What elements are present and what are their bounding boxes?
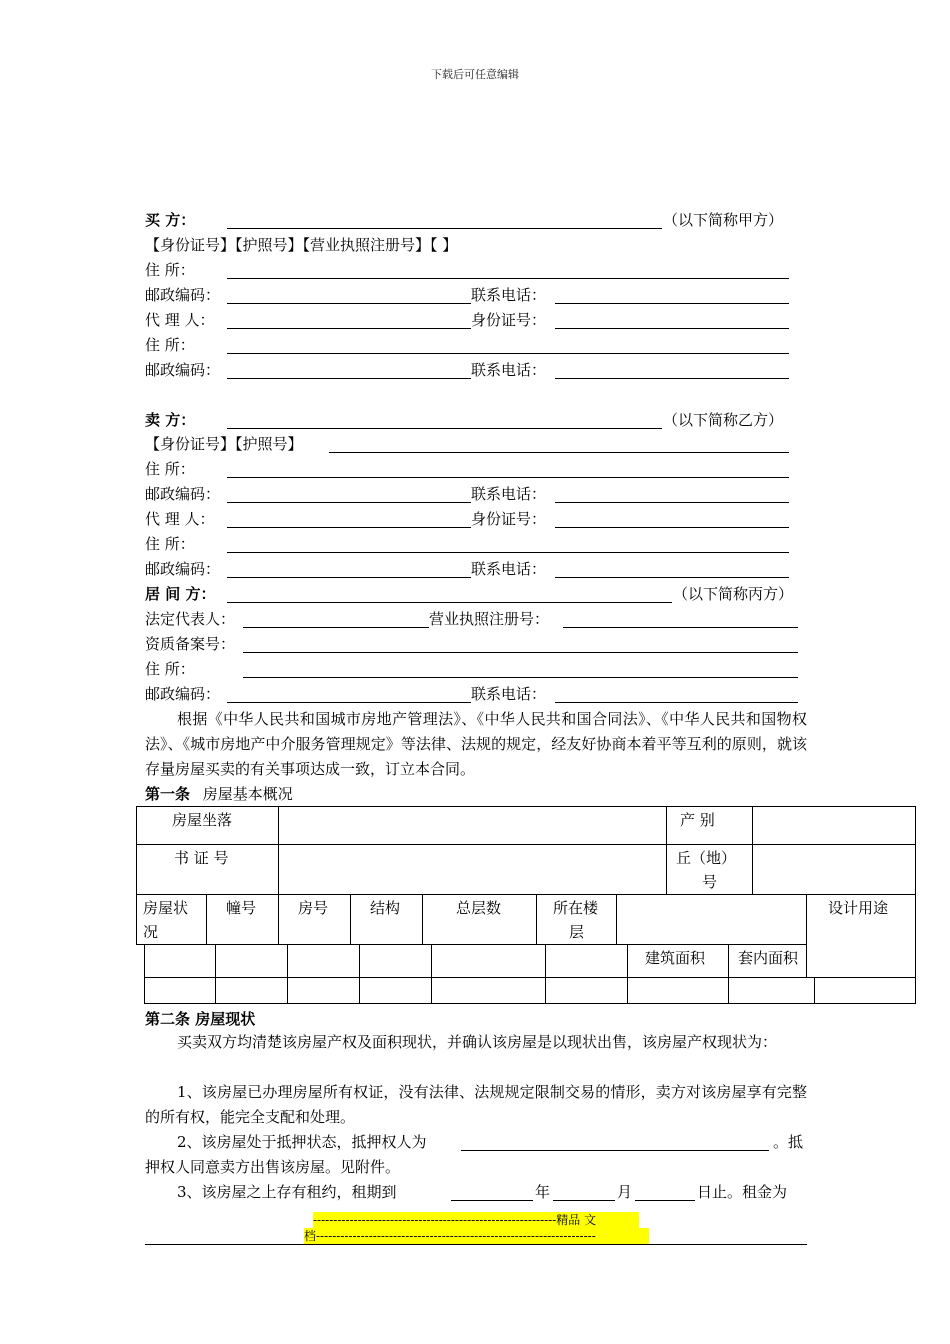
table-line [915, 806, 916, 1003]
footer-watermark-line-1: ------------------------------------------------------------精品 文 [313, 1212, 639, 1228]
broker-address-field[interactable] [243, 677, 798, 678]
buyer-agent-phone-label: 联系电话： [471, 361, 547, 379]
seller-phone-field[interactable] [555, 502, 789, 503]
cell-floor-label-2: 层 [569, 923, 585, 941]
buyer-label: 买 方： [145, 211, 196, 229]
seller-agent-phone-field[interactable] [555, 577, 789, 578]
buyer-postal-field[interactable] [227, 303, 471, 304]
table-line [136, 894, 916, 895]
table-line [728, 944, 729, 1003]
table-line [278, 894, 279, 944]
cell-cert-label: 书 证 号 [174, 849, 229, 867]
table-line [144, 1003, 916, 1004]
buyer-agent-address-field[interactable] [227, 353, 789, 354]
table-line [287, 944, 288, 1003]
table-line [666, 806, 667, 894]
cell-structure-label: 结构 [370, 899, 401, 917]
broker-row [145, 583, 805, 605]
cell-status-label-2: 况 [143, 923, 159, 941]
seller-id-types: 【身份证号】【护照号】 [145, 435, 303, 453]
seller-agent-field[interactable] [227, 527, 471, 528]
table-line [215, 944, 216, 1003]
article2-p3-text-a: 2、该房屋处于抵押状态，抵押权人为 [177, 1133, 427, 1151]
mortgagee-field[interactable] [461, 1150, 769, 1151]
article2-paragraph-2: 1、该房屋已办理房屋所有权证，没有法律、法规规定限制交易的情形，卖方对该房屋享有完整的所有权，能完全支配和处理。 [145, 1083, 807, 1126]
seller-agent-postal-field[interactable] [227, 577, 471, 578]
broker-postal-field[interactable] [227, 702, 471, 703]
table-line [422, 894, 423, 944]
lease-day-field[interactable] [635, 1200, 695, 1201]
article2-p4-day: 日止。租金为 [697, 1183, 788, 1201]
seller-address-row [145, 458, 795, 480]
broker-address-row [145, 658, 805, 680]
buyer-address-row [145, 259, 795, 281]
header-note: 下载后可任意编辑 [431, 68, 519, 81]
cell-inner-area-label: 套内面积 [738, 949, 799, 967]
table-line [206, 894, 207, 944]
buyer-agent-field[interactable] [227, 328, 471, 329]
seller-suffix: （以下简称乙方） [663, 411, 784, 429]
article2-p3-text-b: 。抵 [773, 1133, 804, 1151]
seller-agent-address-label: 住 所： [145, 535, 195, 553]
seller-name-field[interactable] [227, 428, 662, 429]
seller-agent-id-field[interactable] [555, 527, 789, 528]
buyer-agent-id-label: 身份证号： [471, 311, 547, 329]
buyer-phone-label: 联系电话： [471, 286, 547, 304]
table-line [616, 944, 807, 945]
buyer-id-types: 【身份证号】【护照号】【营业执照注册号】【 】 [145, 236, 458, 254]
seller-agent-phone-label: 联系电话： [471, 560, 547, 578]
cell-design-use-label: 设计用途 [828, 899, 889, 917]
cell-location-label: 房屋坐落 [172, 811, 233, 829]
buyer-agent-address-label: 住 所： [145, 336, 195, 354]
buyer-address-label: 住 所： [145, 261, 195, 279]
cell-plot-label-2: 号 [702, 873, 718, 891]
broker-qualification-field[interactable] [243, 652, 798, 653]
table-line [806, 894, 807, 977]
seller-phone-label: 联系电话： [471, 485, 547, 503]
broker-license-field[interactable] [563, 627, 798, 628]
broker-phone-field[interactable] [555, 702, 798, 703]
article2-p4-month: 月 [617, 1183, 633, 1201]
seller-postal-label: 邮政编码： [145, 485, 221, 503]
broker-phone-label: 联系电话： [471, 685, 547, 703]
broker-qualification-label: 资质备案号： [145, 635, 236, 653]
buyer-row [145, 209, 810, 231]
article2-heading: 第二条 房屋现状 [145, 1010, 256, 1028]
table-line [431, 944, 432, 1003]
buyer-agent-label: 代 理 人： [145, 311, 215, 329]
broker-license-label: 营业执照注册号： [429, 610, 550, 628]
table-line [144, 944, 145, 1003]
buyer-phone-field[interactable] [555, 303, 789, 304]
seller-postal-field[interactable] [227, 502, 471, 503]
buyer-postal-row [145, 284, 795, 306]
seller-address-label: 住 所： [145, 460, 195, 478]
seller-agent-address-field[interactable] [227, 552, 789, 553]
table-line [752, 806, 753, 894]
table-line [536, 894, 537, 944]
buyer-agent-phone-field[interactable] [555, 378, 789, 379]
broker-legal-rep-row [145, 608, 805, 630]
buyer-agent-postal-field[interactable] [227, 378, 471, 379]
table-line [627, 944, 628, 1003]
broker-address-label: 住 所： [145, 660, 195, 678]
table-line [136, 806, 137, 944]
article2-p4-text-a: 3、该房屋之上存有租约，租期到 [177, 1183, 397, 1201]
lease-month-field[interactable] [553, 1200, 615, 1201]
table-line [278, 806, 279, 894]
article2-paragraph-1: 买卖双方均清楚该房屋产权及面积现状，并确认该房屋是以现状出售，该房屋产权现状为： [177, 1033, 778, 1051]
table-line [616, 894, 617, 944]
broker-label: 居 间 方： [145, 585, 216, 603]
table-line [144, 977, 916, 978]
seller-agent-label: 代 理 人： [145, 510, 215, 528]
broker-qualification-row [145, 633, 805, 655]
cell-floor-label-1: 所在楼 [553, 899, 599, 917]
cell-room-no-label: 房号 [298, 899, 329, 917]
seller-id-types-row [145, 433, 795, 455]
seller-label: 卖 方： [145, 411, 196, 429]
table-line [814, 977, 815, 1003]
seller-row [145, 409, 810, 431]
article2-paragraph-3-line-1 [145, 1131, 807, 1153]
table-line [359, 944, 360, 1003]
cell-status-label-1: 房屋状 [143, 899, 189, 917]
cell-total-floors-label: 总层数 [456, 899, 502, 917]
seller-address-field[interactable] [227, 477, 789, 478]
seller-agent-row [145, 508, 795, 530]
broker-legal-rep-label: 法定代表人： [145, 610, 236, 628]
broker-postal-label: 邮政编码： [145, 685, 221, 703]
buyer-agent-address-row [145, 334, 795, 356]
table-line [136, 844, 916, 845]
table-line [136, 806, 916, 807]
seller-id-field[interactable] [329, 452, 789, 453]
footer-rule [145, 1244, 807, 1245]
seller-agent-address-row [145, 533, 795, 555]
buyer-agent-postal-label: 邮政编码： [145, 361, 221, 379]
article1-heading [145, 783, 293, 805]
cell-building-area-label: 建筑面积 [645, 949, 706, 967]
seller-agent-postal-row [145, 558, 795, 580]
seller-agent-id-label: 身份证号： [471, 510, 547, 528]
broker-postal-row [145, 683, 805, 705]
broker-name-field[interactable] [227, 602, 672, 603]
lease-year-field[interactable] [451, 1200, 533, 1201]
intro-paragraph: 根据《中华人民共和国城市房地产管理法》、《中华人民共和国合同法》、《中华人民共和国物权法》、《城市房地产中介服务管理规定》等法律、法规的规定，经友好协商本着平等互利的原则，就该存量房屋买卖的有关事项达成一致，订立本合同。 [145, 710, 807, 778]
article1-number: 第一条 [145, 785, 191, 803]
buyer-agent-id-field[interactable] [555, 328, 789, 329]
table-line [136, 944, 616, 945]
buyer-agent-row [145, 309, 795, 331]
broker-suffix: （以下简称丙方） [673, 585, 794, 603]
article2-p3-text-c: 押权人同意卖方出售该房屋。见附件。 [145, 1158, 401, 1176]
buyer-address-field[interactable] [227, 278, 789, 279]
footer-watermark-line-2: 档--------------------------------------------------------------------- [304, 1228, 649, 1244]
cell-plot-label-1: 丘（地） [676, 849, 737, 867]
article1-title: 房屋基本概况 [202, 785, 293, 803]
table-line [350, 894, 351, 944]
seller-postal-row [145, 483, 795, 505]
broker-legal-rep-field[interactable] [243, 627, 429, 628]
buyer-suffix: （以下简称甲方） [663, 211, 784, 229]
buyer-postal-label: 邮政编码： [145, 286, 221, 304]
article2-p4-year: 年 [535, 1183, 551, 1201]
seller-agent-postal-label: 邮政编码： [145, 560, 221, 578]
cell-building-no-label: 幢号 [226, 899, 257, 917]
buyer-name-field[interactable] [227, 228, 662, 229]
cell-property-type-label: 产 别 [680, 811, 715, 829]
buyer-agent-postal-row [145, 359, 795, 381]
table-line [545, 944, 546, 1003]
article2-paragraph-4-line [145, 1181, 807, 1203]
